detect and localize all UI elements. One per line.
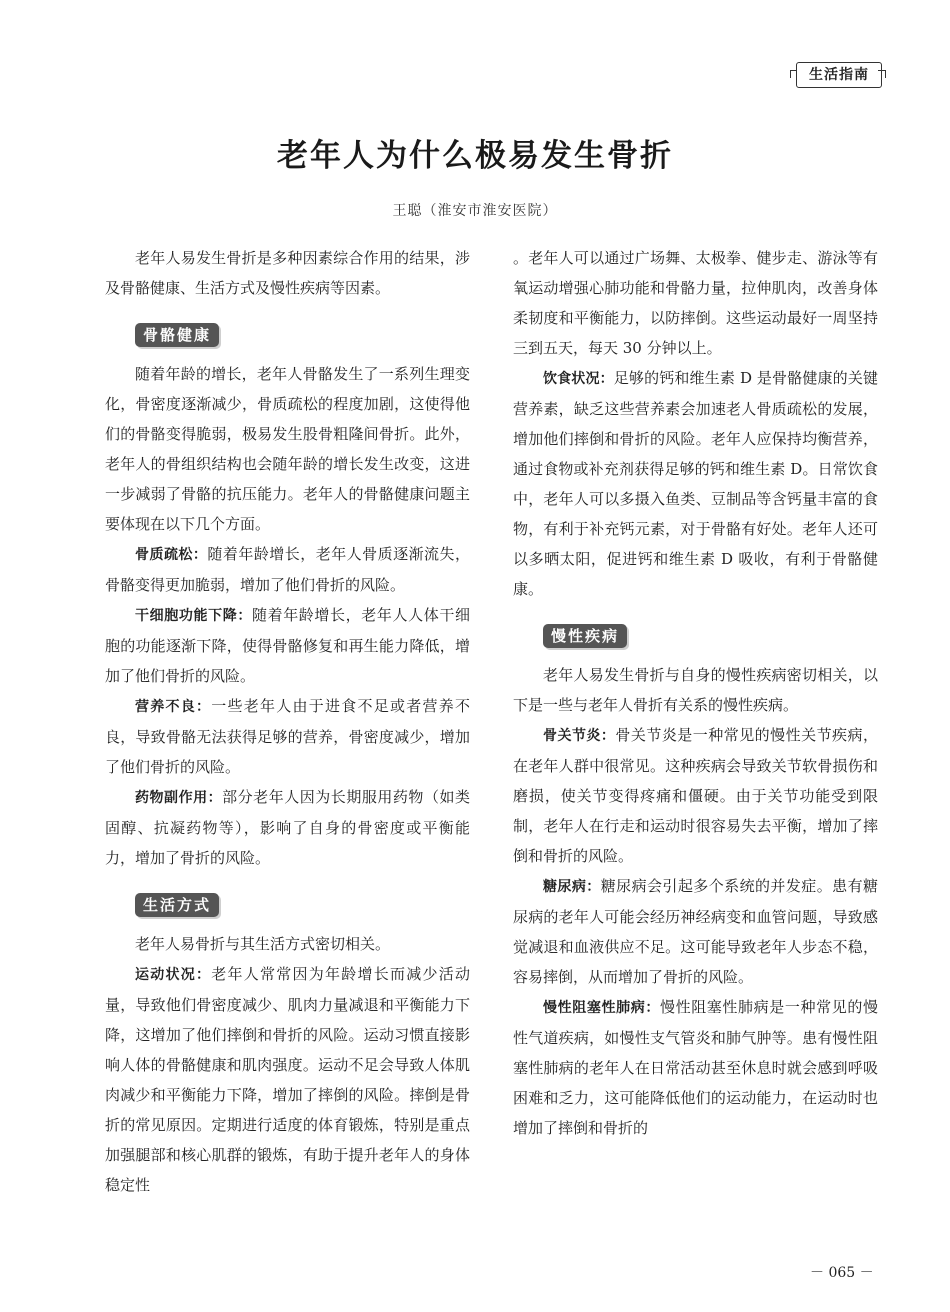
section-heading-label: 慢性疾病 (543, 624, 627, 648)
item-lead: 干细胞功能下降： (135, 608, 252, 624)
item-lead: 运动状况： (135, 967, 212, 983)
column-tag (790, 60, 890, 90)
list-item (105, 600, 470, 691)
continued-text: 。老年人可以通过广场舞、太极拳、健步走、游泳等有氧运动增强心肺功能和骨骼力量，拉伸肌肉，改善身体柔韧度和平衡能力，以防摔倒。这些运动最好一周坚持三到五天，每天 30 分钟以上。 (513, 249, 878, 357)
column-tag-label: 生活指南 (796, 62, 882, 88)
item-lead: 骨关节炎： (543, 728, 616, 744)
item-text: 一些老年人由于进食不足或者营养不良，导致骨骼无法获得足够的营养，骨密度减少，增加了他们骨折的风险。 (105, 697, 470, 776)
item-text: 慢性阻塞性肺病是一种常见的慢性气道疾病，如慢性支气管炎和肺气肿等。患有慢性阻塞性肺病的老年人在日常活动甚至休息时就会感到呼吸困难和乏力，这可能降低他们的运动能力，在运动时也增加了摔倒和骨折的 (513, 998, 878, 1137)
section-intro: 随着年龄的增长，老年人骨骼发生了一系列生理变化，骨密度逐渐减少，骨质疏松的程度加剧，这使得他们的骨骼变得脆弱，极易发生股骨粗隆间骨折。此外，老年人的骨组织结构也会随年龄的增长发生改变，这进一步减弱了骨骼的抗压能力。老年人的骨骼健康问题主要体现在以下几个方面。 (105, 365, 470, 533)
list-item (513, 871, 878, 992)
section-heading-bone-health (135, 320, 470, 346)
continued-paragraph (513, 243, 878, 363)
item-text: 骨关节炎是一种常见的慢性关节疾病，在老年人群中很常见。这种疾病会导致关节软骨损伤和磨损，使关节变得疼痛和僵硬。由于关节功能受到限制，老年人在行走和运动时很容易失去平衡，增加了摔倒和骨折的风险。 (513, 726, 878, 865)
section-heading-label: 骨骼健康 (135, 323, 219, 347)
section-heading-chronic-disease (543, 621, 878, 647)
section-intro: 老年人易骨折与其生活方式密切相关。 (135, 935, 391, 953)
item-text: 随着年龄增长，老年人人体干细胞的功能逐渐下降，使得骨骼修复和再生能力降低，增加了他们骨折的风险。 (105, 606, 470, 685)
right-column (513, 243, 878, 1143)
item-lead: 营养不良： (135, 699, 212, 715)
item-text: 随着年龄增长，老年人骨质逐渐流失，骨骼变得更加脆弱，增加了他们骨折的风险。 (105, 545, 470, 594)
list-item (513, 992, 878, 1143)
author-line: 王聪（淮安市淮安医院） (392, 203, 558, 219)
list-item (105, 782, 470, 873)
left-column (105, 243, 470, 1200)
intro-paragraph: 老年人易发生骨折是多种因素综合作用的结果，涉及骨骼健康、生活方式及慢性疾病等因素。 (105, 249, 470, 297)
section-heading-label: 生活方式 (135, 893, 219, 917)
section-intro: 老年人易发生骨折与自身的慢性疾病密切相关，以下是一些与老年人骨折有关系的慢性疾病。 (513, 666, 878, 714)
list-item (105, 691, 470, 782)
list-item (105, 959, 470, 1200)
item-text: 足够的钙和维生素 D 是骨骼健康的关键营养素，缺乏这些营养素会加速老人骨质疏松的发展，增加他们摔倒和骨折的风险。老年人应保持均衡营养，通过食物或补充剂获得足够的钙和维生素 D。日常饮食中，老年人可以多摄入鱼类、豆制品等含钙量丰富的食物，有利于补充钙元素，对于骨骼有好处。老年人还可以多晒太阳，促进钙和维生素 D 吸收，有利于骨骼健康。 (513, 369, 878, 598)
tag-corner-right (878, 70, 886, 78)
list-item (105, 539, 470, 600)
item-lead: 糖尿病： (543, 879, 601, 895)
item-lead: 药物副作用： (135, 790, 223, 806)
section-heading-lifestyle (135, 890, 470, 916)
item-text: 糖尿病会引起多个系统的并发症。患有糖尿病的老年人可能会经历神经病变和血管问题，导致感觉减退和血液供应不足。这可能导致老年人步态不稳，容易摔倒，从而增加了骨折的风险。 (513, 877, 878, 986)
item-lead: 骨质疏松： (135, 547, 208, 563)
list-item (513, 720, 878, 871)
item-lead: 慢性阻塞性肺病： (543, 1000, 660, 1016)
page-number: － 065 － (810, 1265, 874, 1281)
item-text: 老年人常常因为年龄增长而减少活动量，导致他们骨密度减少、肌肉力量减退和平衡能力下降，这增加了他们摔倒和骨折的风险。运动习惯直接影响人体的骨骼健康和肌肉强度。运动不足会导致人体肌肉减少和平衡能力下降，增加了摔倒的风险。摔倒是骨折的常见原因。定期进行适度的体育锻炼，特别是重点加强腿部和核心肌群的锻炼，有助于提升老年人的身体稳定性 (105, 965, 470, 1194)
item-text: 部分老年人因为长期服用药物（如类固醇、抗凝药物等），影响了自身的骨密度或平衡能力，增加了骨折的风险。 (105, 788, 470, 867)
list-item (513, 363, 878, 604)
item-lead: 饮食状况： (543, 371, 614, 387)
article-title: 老年人为什么极易发生骨折 (277, 138, 673, 174)
